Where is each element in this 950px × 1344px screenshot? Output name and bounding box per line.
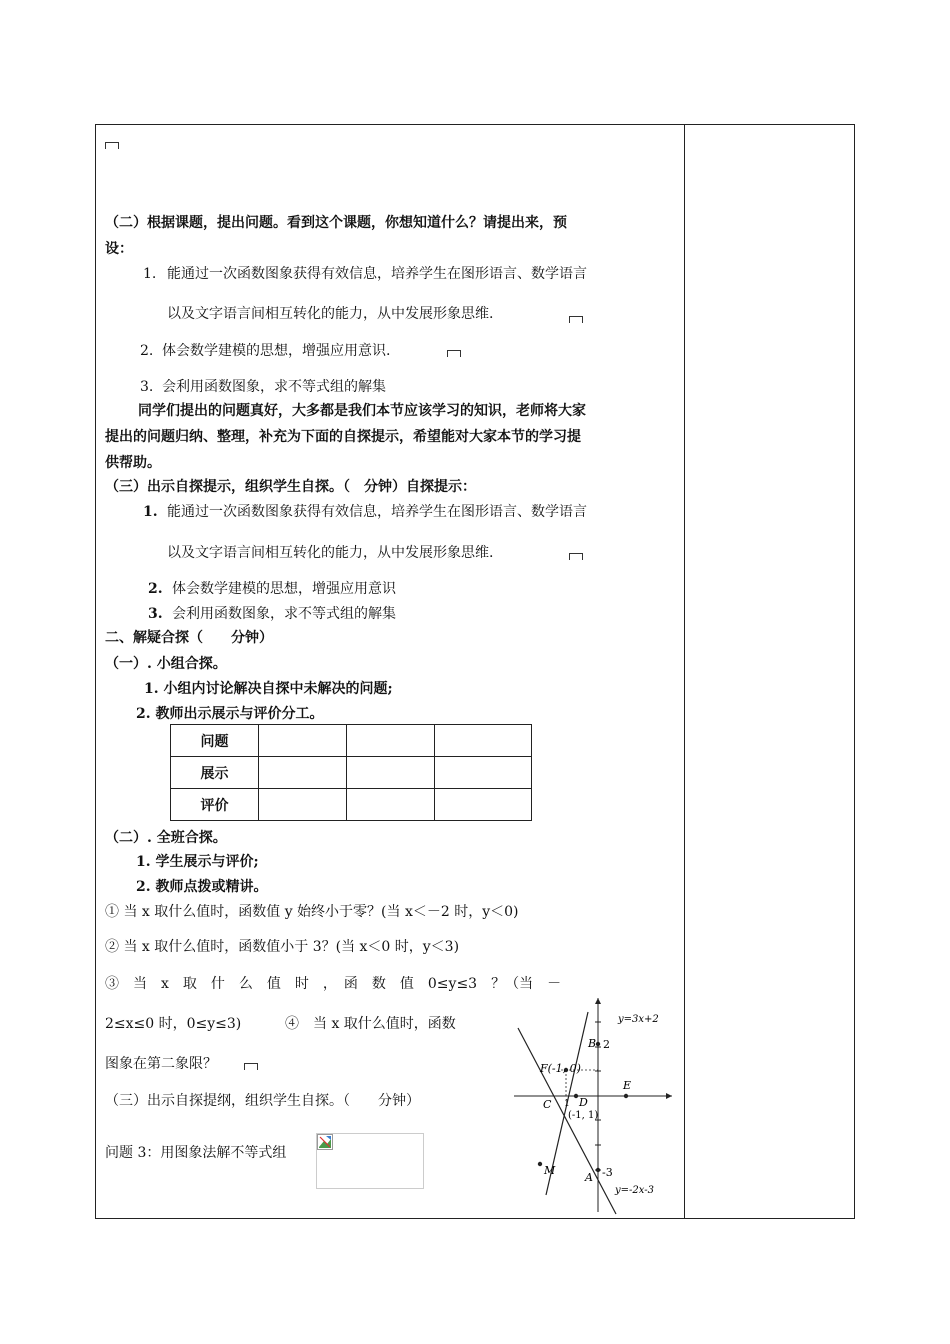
label-d-coord: (-1, 1)	[568, 1110, 599, 1121]
part-2-title: 二、解疑合探（ 分钟）	[105, 630, 273, 646]
s2-item-2-num: 2.	[140, 343, 154, 359]
table-cell	[435, 757, 532, 789]
question-3: ③ 当 x 取 什 么 值 时 ， 函 数 值 0≤y≤3 ？（当 －	[105, 976, 562, 992]
s2-item-3-text: 会利用函数图象，求不等式组的解集	[162, 379, 386, 395]
s2-item-1-text: 能通过一次函数图象获得有效信息，培养学生在图形语言、数学语言	[167, 266, 587, 282]
point-a	[596, 1168, 600, 1172]
s3-item-2-text: 体会数学建模的思想，增强应用意识	[172, 581, 396, 597]
question-4-cont: 图象在第二象限？	[105, 1056, 217, 1072]
label-e: E	[623, 1079, 632, 1092]
class-item-2: 2. 教师点拨或精讲。	[136, 879, 268, 895]
s3-item-2-num: 2.	[148, 581, 163, 597]
table-row-label: 问题	[171, 725, 259, 757]
point-c	[574, 1094, 578, 1098]
table-cell	[347, 725, 435, 757]
broken-image-icon	[317, 1134, 333, 1150]
point-b	[596, 1042, 600, 1046]
s3-item-1-text-cont: 以及文字语言间相互转化的能力，从中发展形象思维.	[167, 545, 494, 561]
table-row-label: 评价	[171, 789, 259, 821]
label-f: F(-1, 0)	[540, 1062, 581, 1075]
point-m	[538, 1162, 542, 1166]
s2-item-1-num: 1.	[143, 266, 157, 282]
s3-item-1-text: 能通过一次函数图象获得有效信息，培养学生在图形语言、数学语言	[167, 504, 587, 520]
table-row	[171, 725, 532, 757]
division-table	[170, 724, 532, 821]
problem-3-text: 问题 3：用图象法解不等式组	[105, 1145, 287, 1161]
line1-label: y=3x+2	[618, 1014, 659, 1025]
group-item-2: 2. 教师出示展示与评价分工。	[136, 706, 324, 722]
function-graph	[498, 992, 684, 1220]
summary-line-3: 供帮助。	[105, 455, 161, 471]
table-cell	[259, 789, 347, 821]
label-a-value: -3	[602, 1166, 613, 1179]
point-e	[624, 1094, 628, 1098]
label-b-value: 2	[603, 1038, 610, 1051]
question-1: ① 当 x 取什么值时，函数值 y 始终小于零？(当 x＜－2 时，y＜0)	[105, 904, 519, 920]
s2-item-2-text: 体会数学建模的思想，增强应用意识.	[162, 343, 391, 359]
section-2-title-cont: 设：	[105, 241, 133, 257]
line-y-neg2x-3	[518, 1028, 616, 1214]
class-title: （二）. 全班合探。	[105, 830, 227, 846]
table-cell	[347, 757, 435, 789]
paragraph-mark	[569, 316, 583, 323]
group-title: （一）. 小组合探。	[105, 656, 227, 672]
section-3-title: （三）出示自探提示，组织学生自探。（ 分钟）自探提示：	[105, 479, 476, 495]
question-4: ④ 当 x 取什么值时，函数	[285, 1016, 456, 1032]
label-m: M	[544, 1164, 556, 1177]
table-cell	[347, 789, 435, 821]
section-3b-title: （三）出示自探提纲，组织学生自探。（ 分钟）	[105, 1093, 420, 1109]
column-divider	[684, 124, 685, 1219]
inequality-image-placeholder	[316, 1133, 424, 1189]
table-cell	[259, 757, 347, 789]
table-cell	[435, 725, 532, 757]
s3-item-1-num: 1.	[143, 504, 158, 520]
label-a: A	[585, 1171, 593, 1184]
label-b: B	[588, 1037, 597, 1050]
question-2: ② 当 x 取什么值时，函数值小于 3？(当 x＜0 时，y＜3)	[105, 939, 460, 955]
summary-line-2: 提出的问题归纳、整理，补充为下面的自探提示，希望能对大家本节的学习提	[105, 429, 581, 445]
line2-label: y=-2x-3	[615, 1185, 654, 1196]
table-cell	[259, 725, 347, 757]
summary-line-1: 同学们提出的问题真好，大多都是我们本节应该学习的知识，老师将大家	[138, 403, 586, 419]
class-item-1: 1. 学生展示与评价;	[136, 854, 259, 870]
s3-item-3-text: 会利用函数图象，求不等式组的解集	[172, 606, 396, 622]
paragraph-mark	[105, 142, 119, 149]
label-one: 1	[564, 1099, 570, 1109]
section-2-title: （二）根据课题，提出问题。看到这个课题，你想知道什么？请提出来，预	[105, 215, 567, 231]
label-c: C	[543, 1098, 552, 1111]
s3-item-3-num: 3.	[148, 606, 163, 622]
paragraph-mark	[569, 553, 583, 560]
paragraph-mark	[447, 350, 461, 357]
paragraph-mark	[244, 1063, 258, 1070]
group-item-1: 1. 小组内讨论解决自探中未解决的问题;	[144, 681, 393, 697]
table-cell	[435, 789, 532, 821]
s2-item-3-num: 3.	[140, 379, 154, 395]
s2-item-1-text-cont: 以及文字语言间相互转化的能力，从中发展形象思维.	[167, 306, 494, 322]
table-row	[171, 789, 532, 821]
question-3-cont: 2≤x≤0 时，0≤y≤3)	[105, 1016, 242, 1032]
table-row-label: 展示	[171, 757, 259, 789]
table-row	[171, 757, 532, 789]
label-d: D	[579, 1096, 588, 1109]
